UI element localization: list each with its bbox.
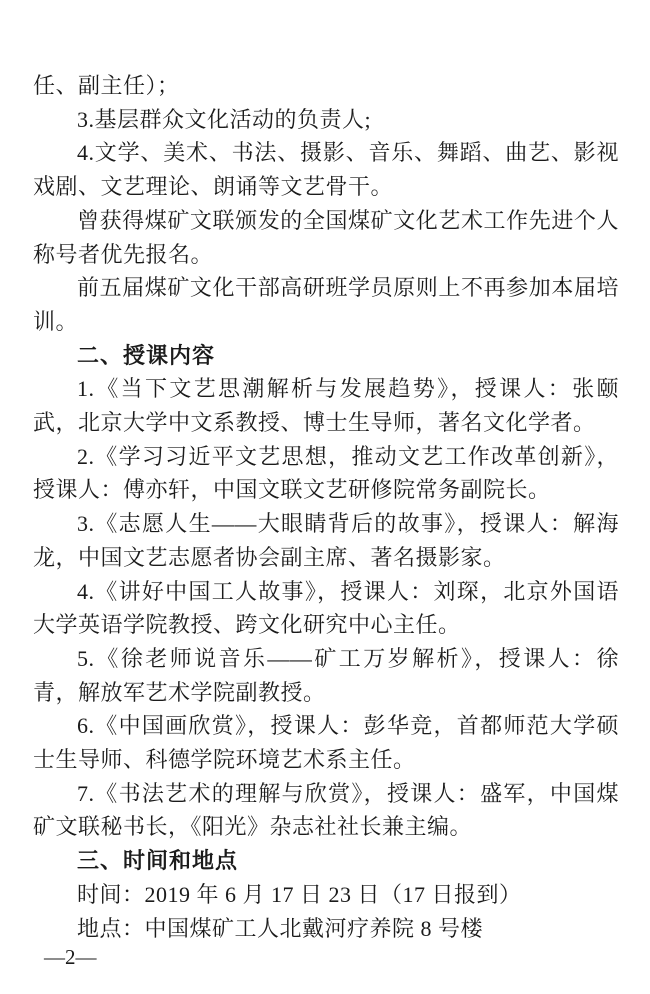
heading-section-2-course-content: 二、授课内容 — [77, 342, 216, 368]
paragraph-previous-trainees: 前五届煤矿文化干部高研班学员原则上不再参加本届培训。 — [33, 275, 619, 334]
paragraph-continuation: 任、副主任）； — [33, 73, 180, 98]
course-item-7: 7.《书法艺术的理解与欣赏》，授课人：盛军，中国煤矿文联秘书长，《阳光》杂志社社长兼主编。 — [33, 780, 619, 840]
paragraph-priority-enrollment: 曾获得煤矿文联颁发的全国煤矿文化艺术工作先进个人称号者优先报名。 — [33, 207, 619, 267]
course-item-4: 4.《讲好中国工人故事》，授课人：刘琛，北京外国语大学英语学院教授、跨文化研究中心主任。 — [33, 578, 619, 638]
item-trainee-type-4: 4.文学、美术、书法、摄影、音乐、舞蹈、曲艺、影视戏剧、文艺理论、朗诵等文艺骨干。 — [33, 140, 619, 200]
heading-section-3-time-place: 三、时间和地点 — [77, 848, 239, 874]
page-number: —2— — [44, 945, 97, 969]
item-trainee-type-3: 3.基层群众文化活动的负责人; — [77, 106, 372, 132]
course-item-3: 3.《志愿人生——大眼睛背后的故事》，授课人：解海龙，中国文艺志愿者协会副主席、著名摄影家。 — [33, 511, 619, 570]
course-item-5: 5.《徐老师说音乐——矿工万岁解析》，授课人：徐青，解放军艺术学院副教授。 — [33, 645, 619, 705]
paragraph-time: 时间：2019 年 6 月 17 日 23 日（17 日报到） — [77, 881, 522, 907]
course-item-2: 2.《学习习近平文艺思想，推动文艺工作改革创新》，授课人：傅亦轩，中国文联文艺研修院常务副院长。 — [33, 443, 619, 503]
course-item-6: 6.《中国画欣赏》，授课人：彭华竞，首都师范大学硕士生导师、科德学院环境艺术系主任。 — [33, 713, 619, 773]
course-item-1: 1.《当下文艺思潮解析与发展趋势》，授课人：张颐武，北京大学中文系教授、博士生导师，著名文化学者。 — [33, 376, 619, 436]
document-body — [33, 69, 619, 945]
paragraph-place: 地点：中国煤矿工人北戴河疗养院 8 号楼 — [77, 915, 484, 941]
